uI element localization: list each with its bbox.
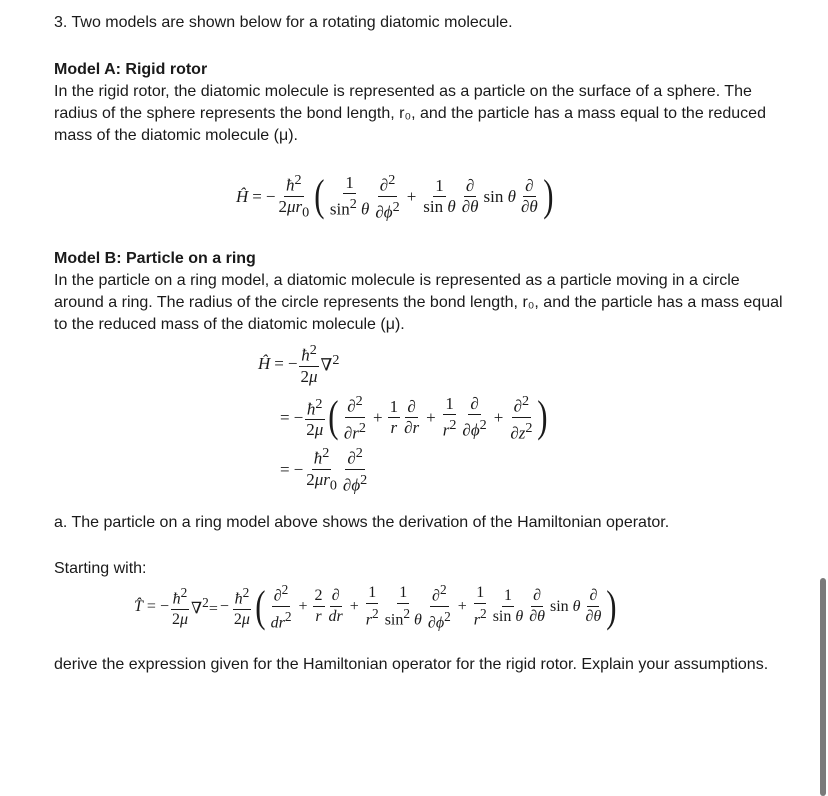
part-a-prompt: a. The particle on a ring model above shows the derivation of the Hamiltonian operator. bbox=[54, 514, 670, 531]
model-b-equation-line2: = − $\frac{ħ^2}{2\mu}$ ( $\frac{\partial^2}{\partial r^2}$ + $\frac{1}{r}$ $\frac{\partial}{\partial r}$ + $\frac{1}{r^2}$ $\frac{\partial}{\partial\phi^2}$ + $\frac{\partial^2}{\partial z^2}$ ) bbox=[280, 392, 548, 443]
model-a-body: In the rigid rotor, the diatomic molecule is represented as a particle on the surface of a sphere. The radius of the sphere represents the bond length, r₀, and the particle has a mass equal to the reduced mass of the diatomic molecule (μ). bbox=[54, 83, 766, 144]
scrollbar[interactable] bbox=[820, 578, 826, 796]
model-a-equation: Ĥ = − $\frac{ħ^2}{2\mu r_0}$ ( $\frac{1}{\sin^2 \theta}$ $\frac{\partial^2}{\partial\phi^2}$ + $\frac{1}{\text{sin θ}}$ $\frac{\partial}{\partial\theta}$ sin θ $\frac{\partial}{\partial\theta}$ ) bbox=[236, 171, 554, 222]
model-b-body: In the particle on a ring model, a diatomic molecule is represented as a particle moving in a circle around a ring. The radius of the circle represents the bond length, r₀, and the particle has a mass equal to the reduced mass of the diatomic molecule (μ). bbox=[54, 272, 783, 333]
model-b-heading: Model B: Particle on a ring bbox=[54, 250, 256, 267]
question-intro: 3. Two models are shown below for a rotating diatomic molecule. bbox=[54, 14, 513, 31]
model-a-heading: Model A: Rigid rotor bbox=[54, 61, 208, 78]
starting-label: Starting with: bbox=[54, 560, 147, 577]
part-a-equation: T̂ = − $\frac{ħ^2}{2\mu}$ ∇$^2$= − $\frac{ħ^2}{2\mu}$ ( $\frac{\partial^2}{dr^2}$ + $\frac{2}{r}$ $\frac{\partial}{dr}$ + $\frac{1}{r^2}$ $\frac{1}{\sin^2 \theta}$ $\frac{\partial^2}{\partial\phi^2}$ + $\frac{1}{r^2}$ $\frac{1}{\text{sin θ}}$ $\frac{\partial}{\partial\theta}$ sin θ $\frac{\partial}{\partial\theta}$ ) bbox=[134, 581, 617, 632]
model-b-equation-line3: = − $\frac{ħ^2}{2\mu r_0}$ $\frac{\partial^2}{\partial\phi^2}$ bbox=[280, 445, 368, 495]
model-b-equation-line1: Ĥ = − $\frac{ħ^2}{2\mu}$ ∇$^2$ bbox=[258, 342, 340, 386]
part-a-instruction: derive the expression given for the Hamiltonian operator for the rigid rotor. Explain your assumptions. bbox=[54, 656, 769, 673]
